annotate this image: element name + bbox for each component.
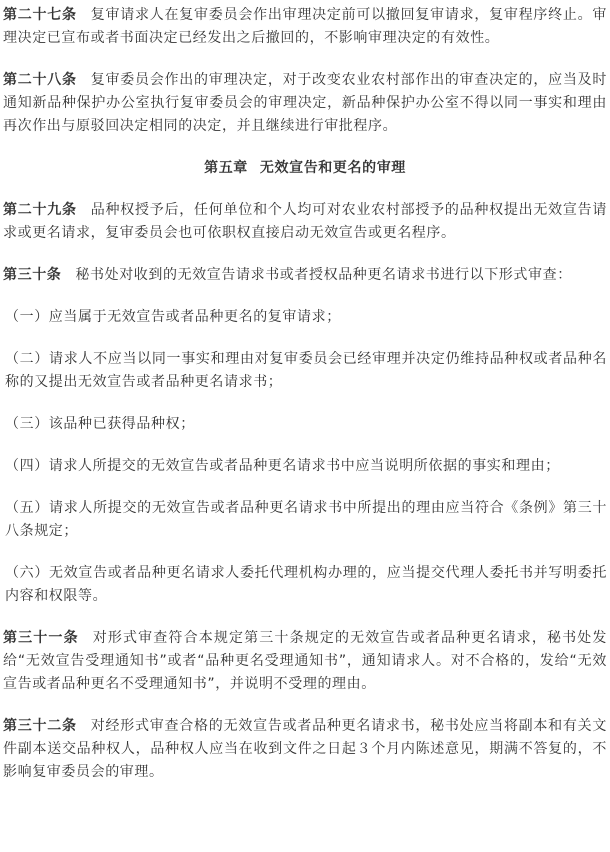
list-item: （一）应当属于无效宣告或者品种更名的复审请求； xyxy=(5,309,341,325)
list-item: （六）无效宣告或者品种更名请求人委托代理机构办理的，应当提交代理人委托书并写明委托内容和权限等。 xyxy=(5,565,607,604)
list-item: （四）请求人所提交的无效宣告或者品种更名请求书中应当说明所依据的事实和理由； xyxy=(5,458,560,474)
article-text: 秘书处对收到的无效宣告请求书或者授权品种更名请求书进行以下形式审查： xyxy=(75,267,572,283)
article-number: 第三十一条 xyxy=(3,630,79,646)
article-number: 第二十九条 xyxy=(3,202,77,218)
article-31 xyxy=(3,627,607,696)
article-number: 第二十八条 xyxy=(3,72,77,88)
list-item: （三）该品种已获得品种权； xyxy=(5,416,195,432)
chapter-title: 无效宣告和更名的审理 xyxy=(259,160,406,176)
article-text: 对形式审查符合本规定第三十条规定的无效宣告或者品种更名请求，秘书处发给“无效宣告受理通知书”或者“品种更名受理通知书”，通知请求人。对不合格的，发给“无效宣告或者品种更名不受理通知书”，并说明不受理的理由。 xyxy=(3,630,608,692)
article-29 xyxy=(3,199,607,245)
article-text: 品种权授予后，任何单位和个人均可对农业农村部授予的品种权提出无效宣告请求或更名请求，复审委员会也可依职权直接启动无效宣告或更名程序。 xyxy=(3,202,608,241)
article-28 xyxy=(3,69,607,138)
chapter-number: 第五章 xyxy=(204,160,248,176)
list-item: （五）请求人所提交的无效宣告或者品种更名请求书中所提出的理由应当符合《条例》第三十八条规定； xyxy=(5,500,607,539)
article-27 xyxy=(3,4,607,50)
article-text: 复审委员会作出的审理决定，对于改变农业农村部作出的审查决定的，应当及时通知新品种保护办公室执行复审委员会的审理决定，新品种保护办公室不得以同一事实和理由再次作出与原驳回决定相同的决定，并且继续进行审批程序。 xyxy=(3,72,608,134)
article-text: 对经形式审查合格的无效宣告或者品种更名请求书，秘书处应当将副本和有关文件副本送交品种权人，品种权人应当在收到文件之日起３个月内陈述意见，期满不答复的，不影响复审委员会的审理。 xyxy=(3,718,608,780)
article-number: 第三十二条 xyxy=(3,718,77,734)
chapter-heading xyxy=(3,157,607,180)
article-text: 复审请求人在复审委员会作出审理决定前可以撤回复审请求，复审程序终止。审理决定已宣布或者书面决定已经发出之后撤回的，不影响审理决定的有效性。 xyxy=(3,7,608,46)
article-number: 第二十七条 xyxy=(3,7,77,23)
article-32 xyxy=(3,715,607,784)
list-item: （二）请求人不应当以同一事实和理由对复审委员会已经审理并决定仍维持品种权或者品种名称的又提出无效宣告或者品种更名请求书； xyxy=(5,351,607,390)
article-number: 第三十条 xyxy=(3,267,62,283)
article-30 xyxy=(3,264,607,287)
